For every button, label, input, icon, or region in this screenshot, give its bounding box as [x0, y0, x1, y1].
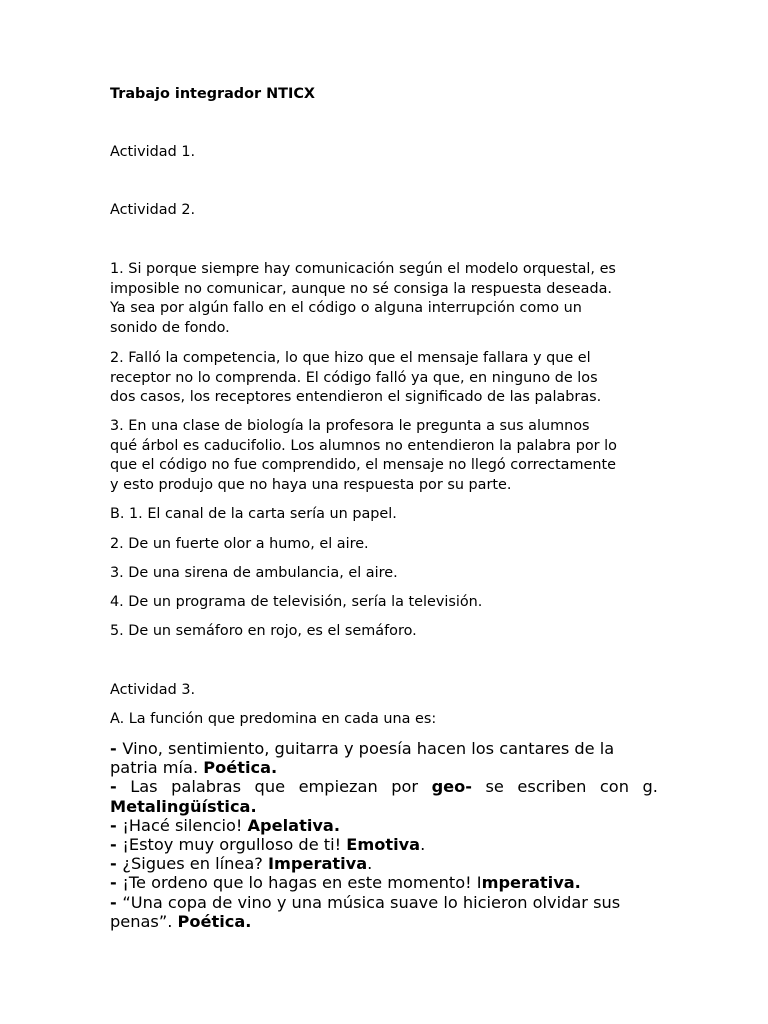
paragraph-line: 1. Si porque siempre hay comunicación según el modelo orquestal, es — [110, 261, 616, 277]
document-title: Trabajo integrador NTICX — [110, 86, 315, 102]
word: escriben — [517, 777, 587, 797]
word: g. — [642, 777, 658, 797]
paragraph-line: sonido de fondo. — [110, 319, 230, 336]
heading-actividad-2: Actividad 2. — [110, 202, 196, 218]
paragraph-line: imposible no comunicar, aunque no sé consiga la respuesta deseada. — [110, 280, 612, 297]
paragraph-line: y esto produjo que no haya una respuesta por su parte. — [110, 476, 512, 493]
list-item-b1: B. 1. El canal de la carta sería un papel. — [110, 506, 397, 522]
word: con — [599, 777, 629, 797]
heading-actividad-1: Actividad 1. — [110, 144, 196, 160]
paragraph-line: 3. En una clase de biología la profesora le pregunta a sus alumnos — [110, 418, 590, 434]
word: se — [485, 777, 504, 797]
heading-actividad-3: Actividad 3. — [110, 682, 196, 698]
list-line: - ¡Hacé silencio! Apelativa. — [110, 815, 341, 835]
list-line: - ¡Estoy muy orgulloso de ti! Emotiva. — [110, 835, 426, 855]
list-line-justified: - Las palabras que empiezan por geo- se escriben con g. — [110, 777, 658, 797]
word: Las — [130, 777, 158, 797]
word: que — [254, 777, 286, 797]
word: geo- — [431, 777, 472, 797]
list-line: Metalingüística. — [110, 796, 257, 816]
paragraph-line: que el código no fue comprendido, el mensaje no llegó correctamente — [110, 457, 616, 473]
paragraph-line: 2. Falló la competencia, lo que hizo que el mensaje fallara y que el — [110, 350, 591, 366]
activity-3-intro: A. La función que predomina en cada una es: — [110, 711, 437, 727]
paragraph-line: receptor no lo comprenda. El código falló ya que, en ninguno de los — [110, 369, 598, 386]
list-line: - Vino, sentimiento, guitarra y poesía hacen los cantares de la — [110, 739, 615, 758]
paragraph-line: Ya sea por algún fallo en el código o alguna interrupción como un — [110, 300, 582, 316]
paragraph-2 — [110, 349, 658, 408]
paragraph-line: qué árbol es caducifolio. Los alumnos no entendieron la palabra por lo — [110, 437, 617, 454]
paragraph-line: dos casos, los receptores entendieron el significado de las palabras. — [110, 389, 602, 405]
list-item-b5: 5. De un semáforo en rojo, es el semáforo. — [110, 623, 417, 639]
functions-list — [110, 739, 658, 931]
list-line: penas”. Poética. — [110, 911, 252, 931]
list-item-b2: 2. De un fuerte olor a humo, el aire. — [110, 536, 369, 552]
list-line: - ¡Te ordeno que lo hagas en este momento! Imperativa. — [110, 873, 581, 893]
list-line: - “Una copa de vino y una música suave lo hicieron olvidar sus — [110, 892, 621, 912]
list-line: - ¿Sigues en línea? Imperativa. — [110, 854, 373, 874]
word: palabras — [171, 777, 242, 797]
word: por — [391, 777, 419, 797]
paragraph-3 — [110, 417, 658, 495]
list-item-b3: 3. De una sirena de ambulancia, el aire. — [110, 565, 398, 581]
list-line: patria mía. Poética. — [110, 758, 278, 778]
paragraph-1 — [110, 260, 658, 338]
list-item-b4: 4. De un programa de televisión, sería la televisión. — [110, 594, 483, 610]
word: empiezan — [298, 777, 378, 797]
